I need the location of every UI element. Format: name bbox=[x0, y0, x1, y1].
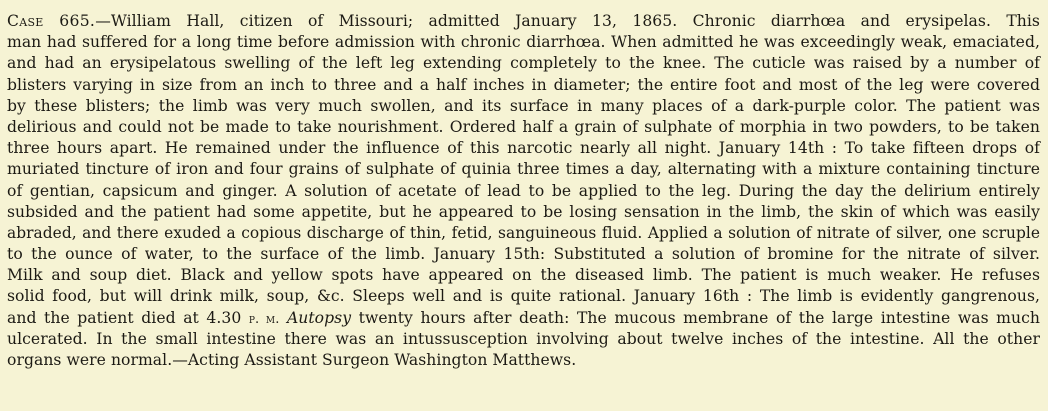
case-report-paragraph bbox=[7, 11, 1040, 371]
text-line-17: organs were normal.—Acting Assistant Surgeon Washington Matthews. bbox=[7, 351, 577, 369]
case-label: Case 665. bbox=[7, 12, 96, 30]
text-line-2: man had suffered for a long time before admission with chronic diarrhœa. When admitted he was exceedingly weak, emaciated, bbox=[7, 33, 1040, 52]
text-line-1-rest: —William Hall, citizen of Missouri; admitted January 13, 1865. Chronic diarrhœa and erysipelas. This bbox=[95, 12, 1040, 30]
time-pm: p. m. bbox=[248, 311, 280, 327]
text-line-15-after: twenty hours after death: The mucous membrane of the large intestine was much bbox=[358, 308, 1040, 327]
text-line-14: solid food, but will drink milk, soup, &c. Sleeps well and is quite rational. January 16th : The limb is evidently gangrenous, bbox=[7, 287, 1040, 306]
text-line-15-before: and the patient died at 4.30 bbox=[7, 308, 242, 327]
text-line-4: blisters varying in size from an inch to three and a half inches in diameter; the entire foot and most of the leg were covered bbox=[7, 75, 1040, 94]
text-line-7: three hours apart. He remained under the influence of this narcotic nearly all night. January 14th : To take fifteen drops of bbox=[7, 139, 1040, 158]
text-line-12: to the ounce of water, to the surface of the limb. January 15th: Substituted a solution of bromine for the nitrate of silver. bbox=[7, 245, 1040, 264]
text-line-10: subsided and the patient had some appetite, but he appeared to be losing sensation in the limb, the skin of which was easily bbox=[7, 202, 1040, 221]
text-line-16: ulcerated. In the small intestine there was an intussusception involving about twelve inches of the intestine. All the other bbox=[7, 329, 1040, 348]
text-line-1 bbox=[7, 11, 1040, 32]
text-line-6: delirious and could not be made to take nourishment. Ordered half a grain of sulphate of morphia in two powders, to be taken bbox=[7, 117, 1040, 136]
text-line-15 bbox=[7, 308, 1040, 329]
text-line-3: and had an erysipelatous swelling of the left leg extending completely to the knee. The cuticle was raised by a number of bbox=[7, 54, 1040, 73]
text-line-11: abraded, and there exuded a copious discharge of thin, fetid, sanguineous fluid. Applied a solution of nitrate of silver, one scruple bbox=[7, 223, 1040, 242]
text-line-5: by these blisters; the limb was very much swollen, and its surface in many places of a dark-purple color. The patient was bbox=[7, 96, 1040, 115]
autopsy-italic: Autopsy bbox=[286, 308, 352, 327]
text-line-8: muriated tincture of iron and four grains of sulphate of quinia three times a day, alternating with a mixture containing tincture bbox=[7, 160, 1040, 179]
text-line-9: of gentian, capsicum and ginger. A solution of acetate of lead to be applied to the leg. During the day the delirium entirely bbox=[7, 181, 1040, 200]
text-line-13: Milk and soup diet. Black and yellow spots have appeared on the diseased limb. The patient is much weaker. He refuses bbox=[7, 266, 1040, 285]
